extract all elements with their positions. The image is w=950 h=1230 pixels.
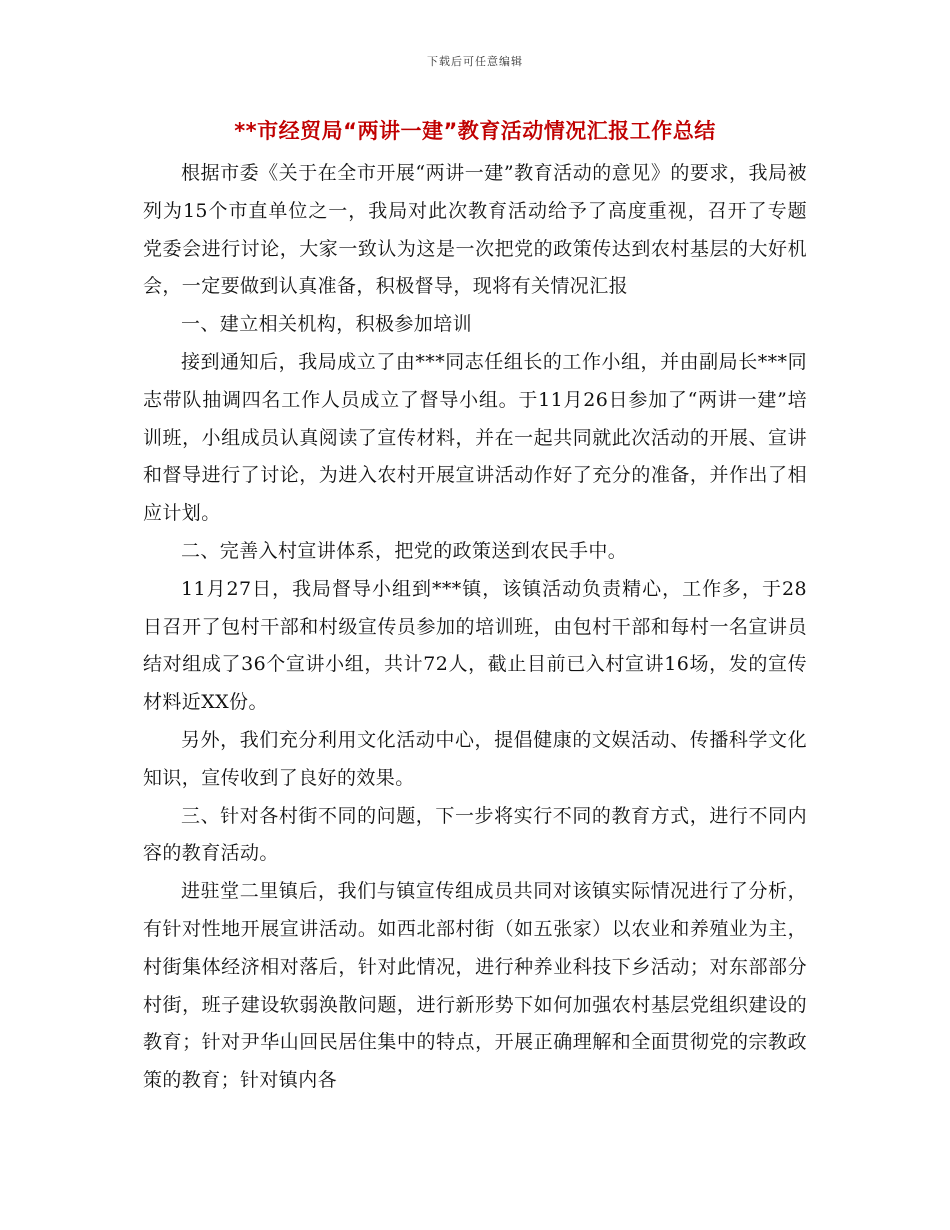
document-body xyxy=(143,155,807,1100)
paragraph: 另外，我们充分利用文化活动中心，提倡健康的文娱活动、传播科学文化知识，宣传收到了良好的效果。 xyxy=(143,728,807,789)
document-title: **市经贸局“两讲一建”教育活动情况汇报工作总结 xyxy=(234,119,716,143)
paragraph: 11月27日，我局督导小组到***镇，该镇活动负责精心，工作多，于28日召开了包村干部和村级宣传员参加的培训班，由包村干部和每村一名宣讲员结对组成了36个宣讲小组，共计72人，截止目前已入村宣讲16场，发的宣传材料近XX份。 xyxy=(143,577,807,714)
section-heading: 三、针对各村街不同的问题，下一步将实行不同的教育方式，进行不同内容的教育活动。 xyxy=(143,804,807,865)
paragraph: 根据市委《关于在全市开展“两讲一建”教育活动的意见》的要求，我局被列为15个市直单位之一，我局对此次教育活动给予了高度重视，召开了专题党委会进行讨论，大家一致认为这是一次把党的政策传达到农村基层的大好机会，一定要做到认真准备，积极督导，现将有关情况汇报 xyxy=(143,162,807,298)
section-heading: 二、完善入村宣讲体系，把党的政策送到农民手中。 xyxy=(181,539,628,562)
header-note: 下载后可任意编辑 xyxy=(427,55,523,68)
paragraph: 进驻堂二里镇后，我们与镇宣传组成员共同对该镇实际情况进行了分析，有针对性地开展宣讲活动。如西北部村街（如五张家）以农业和养殖业为主，村街集体经济相对落后，针对此情况，进行种养业科技下乡活动；对东部部分村街，班子建设软弱涣散问题，进行新形势下如何加强农村基层党组织建设的教育；针对尹华山回民居住集中的特点，开展正确理解和全面贯彻党的宗教政策的教育；针对镇内各 xyxy=(143,880,807,1092)
section-heading: 一、建立相关机构，积极参加培训 xyxy=(181,313,473,336)
paragraph: 接到通知后，我局成立了由***同志任组长的工作小组，并由副局长***同志带队抽调四名工作人员成立了督导小组。于11月26日参加了“两讲一建”培训班，小组成员认真阅读了宣传材料，并在一起共同就此次活动的开展、宣讲和督导进行了讨论，为进入农村开展宣讲活动作好了充分的准备，并作出了相应计划。 xyxy=(143,350,807,525)
